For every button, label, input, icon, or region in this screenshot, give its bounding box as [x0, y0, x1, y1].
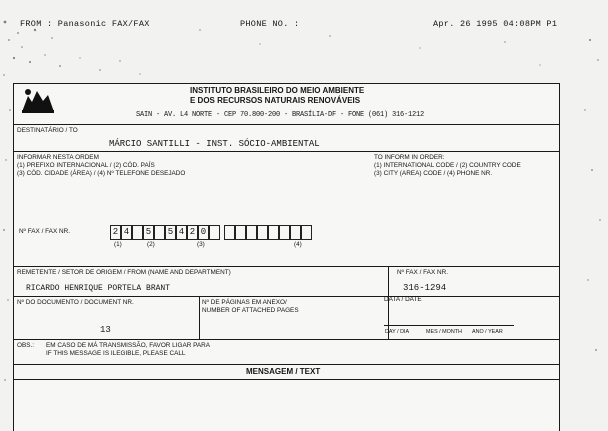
fax-group-label-3: (3) — [197, 241, 205, 248]
fax-digit-cell — [224, 225, 235, 240]
divider — [199, 296, 200, 339]
date-underline — [384, 325, 514, 326]
observation-line2: IF THIS MESSAGE IS ILEGIBLE, PLEASE CALL — [46, 350, 186, 357]
fax-cover-form — [13, 83, 560, 431]
fax-digit-cell: 2 — [110, 225, 121, 240]
fax-digit-cell: 5 — [165, 225, 176, 240]
instructions-pt-line2: (3) CÓD. CIDADE (ÁREA) / (4) Nº TELEFONE DESEJADO — [17, 170, 186, 177]
instructions-pt-line1: (1) PREFIXO INTERNACIONAL / (2) CÓD. PAÍS — [17, 162, 155, 169]
message-area — [14, 380, 559, 431]
institute-name-line1: INSTITUTO BRASILEIRO DO MEIO AMBIENTE — [190, 86, 365, 95]
date-label: DATA / DATE — [384, 296, 422, 303]
fax-digit-cell — [268, 225, 279, 240]
ibama-logo-icon — [19, 87, 57, 115]
fax-timestamp: Apr. 26 1995 04:08PM P1 — [433, 19, 558, 29]
to-label: DESTINATÁRIO / TO — [17, 127, 78, 134]
observation-label: OBS.: — [17, 342, 35, 349]
instructions-en-line2: (3) CITY (AREA) CODE / (4) PHONE NR. — [374, 170, 493, 177]
fax-digit-cell: 2 — [187, 225, 198, 240]
fax-group-label-4: (4) — [294, 241, 302, 248]
observation-line1: EM CASO DE MÁ TRANSMISSÃO, FAVOR LIGAR PARA — [46, 342, 211, 349]
divider — [14, 339, 559, 340]
date-year-label: ANO / YEAR — [472, 329, 503, 335]
fax-digit-cell — [235, 225, 246, 240]
fax-digit-cell — [279, 225, 290, 240]
message-heading: MENSAGEM / TEXT — [246, 367, 321, 376]
divider — [14, 124, 559, 125]
fax-digit-cell: 4 — [121, 225, 132, 240]
divider — [14, 266, 559, 267]
instructions-en-title: TO INFORM IN ORDER: — [374, 154, 445, 161]
document-label: Nº DO DOCUMENTO / DOCUMENT NR. — [17, 299, 134, 306]
fax-digit-cell: 0 — [198, 225, 209, 240]
fax-digit-cell — [246, 225, 257, 240]
fax-digit-cell — [154, 225, 165, 240]
fax-group-label-1: (1) — [114, 241, 122, 248]
from-label: REMETENTE / SETOR DE ORIGEM / FROM (NAME AND DEPARTMENT) — [17, 269, 231, 276]
pages-label-line2: NUMBER OF ATTACHED PAGES — [202, 307, 299, 314]
fax-digit-cell — [301, 225, 312, 240]
fax-digit-cell — [132, 225, 143, 240]
fax-number-label: Nº FAX / FAX NR. — [19, 228, 70, 235]
divider — [14, 296, 559, 297]
instructions-pt-title: INFORMAR NESTA ORDEM — [17, 154, 99, 161]
from-value: RICARDO HENRIQUE PORTELA BRANT — [26, 284, 171, 293]
fax-group-label-2: (2) — [147, 241, 155, 248]
sender-fax-value: 316-1294 — [403, 283, 447, 293]
fax-digit-cell — [290, 225, 301, 240]
instructions-en-line1: (1) INTERNATIONAL CODE / (2) COUNTRY CODE — [374, 162, 521, 169]
fax-sender-line: FROM : Panasonic FAX/FAX — [20, 19, 150, 29]
to-value: MÁRCIO SANTILLI - INST. SÓCIO-AMBIENTAL — [109, 139, 320, 149]
pages-label-line1: Nº DE PÁGINAS EM ANEXO/ — [202, 299, 287, 306]
fax-digit-cell: 4 — [176, 225, 187, 240]
date-day-label: DAY / DIA — [385, 329, 410, 335]
fax-digit-cell: 5 — [143, 225, 154, 240]
fax-digit-cell — [209, 225, 220, 240]
date-month-label: MES / MONTH — [426, 329, 462, 335]
institute-name-line2: E DOS RECURSOS NATURAIS RENOVÁVEIS — [190, 96, 361, 105]
sender-fax-label: Nº FAX / FAX NR. — [397, 269, 448, 276]
fax-phone-label: PHONE NO. : — [240, 19, 300, 29]
divider — [14, 364, 559, 365]
divider — [14, 151, 559, 152]
institute-address: SAIN - AV. L4 NORTE - CEP 70.800-200 - BRASÍLIA-DF - FONE (061) 316-1212 — [136, 111, 425, 119]
fax-digit-cell — [257, 225, 268, 240]
document-value: 13 — [100, 325, 111, 335]
